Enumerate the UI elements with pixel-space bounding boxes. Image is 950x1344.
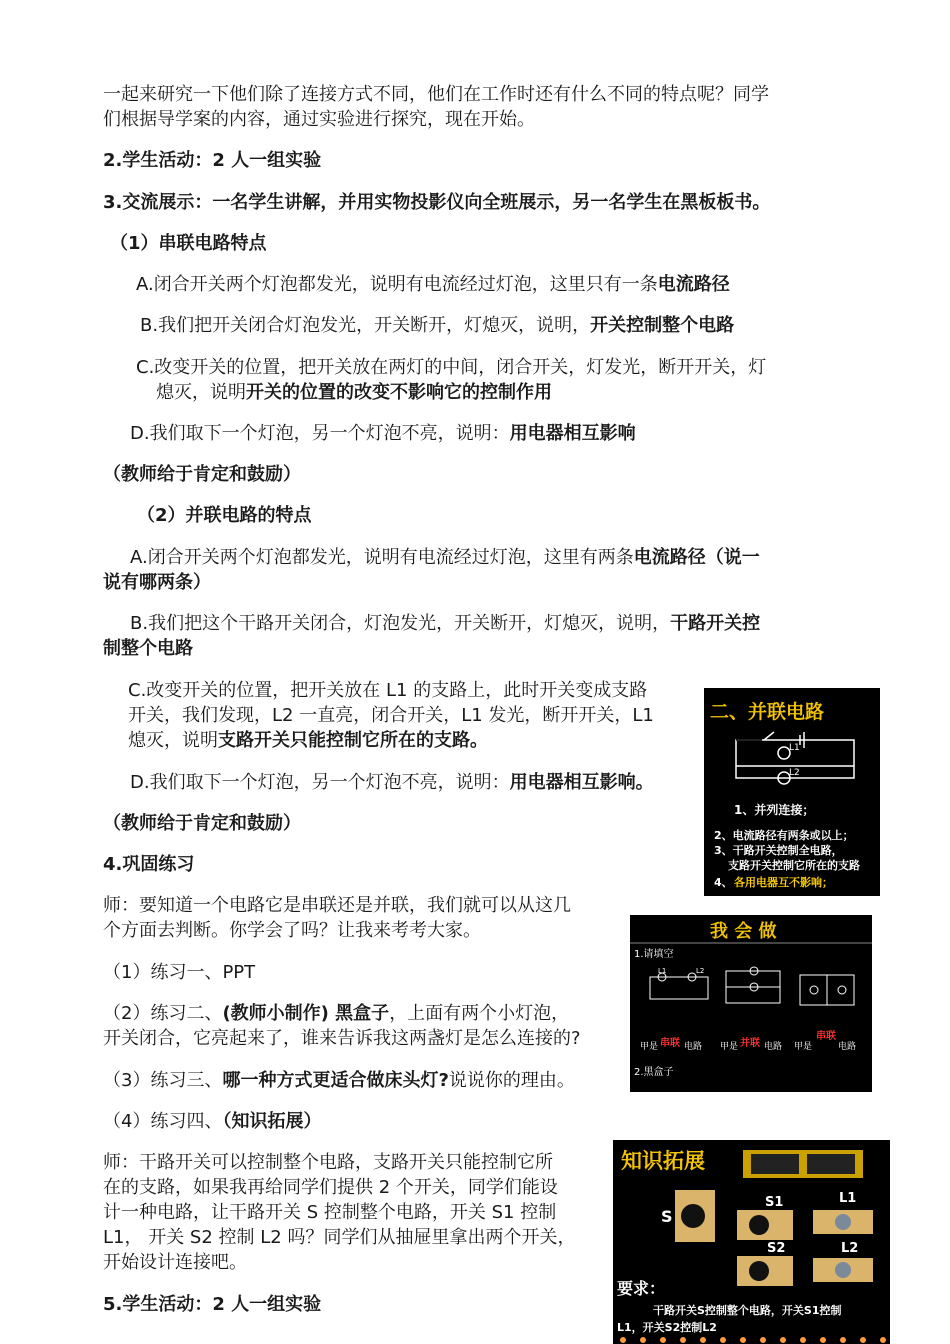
- slide-expand-s: S: [661, 1207, 673, 1226]
- parallel-heading: （2）并联电路的特点: [137, 505, 312, 526]
- practice-teacher-line-2: 个方面去判断。你学会了吗？让我来考考大家。: [103, 920, 481, 941]
- slide-quiz-ans-3: 串联: [816, 1031, 836, 1042]
- exercise-4: （4）练习四、（知识拓展）: [103, 1111, 322, 1132]
- slide-quiz-q1: 1.请填空: [634, 949, 674, 960]
- parallel-point-b-line-2: 制整个电路: [103, 638, 193, 659]
- expand-line-5: 开始设计连接吧。: [103, 1252, 247, 1273]
- slide-quiz-l1: L1: [658, 967, 667, 975]
- series-praise: （教师给于肯定和鼓励）: [103, 464, 301, 485]
- expand-line-1: 师：干路开关可以控制整个电路，支路开关只能控制它所: [103, 1152, 553, 1173]
- parallel-point-b-line-1: B.我们把这个干路开关闭合，灯泡发光，开关断开，灯熄灭，说明，干路开关控: [130, 613, 761, 634]
- series-heading: （1）串联电路特点: [110, 233, 267, 254]
- slide-quiz-ans-1-post: 电路: [684, 1042, 703, 1052]
- exercise-3: （3）练习三、哪一种方式更适合做床头灯?说说你的理由。: [103, 1070, 575, 1091]
- slide-quiz-ans-2: 并联: [740, 1038, 760, 1049]
- parallel-point-d: D.我们取下一个灯泡，另一个灯泡不亮，说明：用电器相互影响。: [130, 772, 654, 793]
- exercise-1: （1）练习一、PPT: [103, 962, 256, 983]
- intro-line-1: 一起来研究一下他们除了连接方式不同，他们在工作时还有什么不同的特点呢？同学: [103, 84, 769, 105]
- expand-line-4: L1， 开关 S2 控制 L2 吗？同学们从抽屉里拿出两个开关，: [103, 1227, 576, 1248]
- quiz-slide: [630, 915, 872, 1092]
- slide-parallel-l1: L1: [789, 743, 800, 753]
- parallel-point-c-line-3: 熄灭，说明支路开关只能控制它所在的支路。: [128, 730, 488, 751]
- switch-s-image: [675, 1190, 715, 1242]
- slide-quiz-ans-3-post: 电路: [838, 1042, 857, 1052]
- slide-expand-l2: L2: [841, 1241, 859, 1256]
- exercise-2-line-2: 开关闭合，它亮起来了，谁来告诉我这两盏灯是怎么连接的?: [103, 1028, 581, 1049]
- slide-parallel-point-3: 3、干路开关控制全电路，: [714, 844, 843, 857]
- expand-line-3: 计一种电路，让干路开关 S 控制整个电路，开关 S1 控制: [103, 1202, 557, 1223]
- flower-border: [620, 1337, 886, 1343]
- lamp-l2-image: [813, 1258, 873, 1282]
- series-point-a: A.闭合开关两个灯泡都发光，说明有电流经过灯泡，这里只有一条电流路径: [136, 274, 730, 295]
- exercise-2-line-1: （2）练习二、(教师小制作) 黑盒子，上面有两个小灯泡，: [103, 1003, 570, 1024]
- slide-parallel-title: 二、并联电路: [710, 701, 825, 723]
- slide-parallel-point-4: 各用电器互不影响；: [734, 876, 833, 889]
- practice-teacher-line-1: 师：要知道一个电路它是串联还是并联，我们就可以从这几: [103, 895, 571, 916]
- intro-line-2: 们根据导学案的内容，通过实验进行探究，现在开始。: [103, 109, 535, 130]
- step-3-heading: 3.交流展示：一名学生讲解，并用实物投影仪向全班展示，另一名学生在黑板板书。: [103, 192, 771, 213]
- slide-expand-title: 知识拓展: [621, 1149, 705, 1173]
- slide-quiz-ans-1: 串联: [660, 1038, 680, 1049]
- parallel-point-a-line-2: 说有哪两条）: [103, 572, 211, 593]
- slide-parallel-point-3b: 支路开关控制它所在的支路: [728, 859, 860, 872]
- parallel-point-c-line-2: 开关，我们发现，L2 一直亮，闭合开关，L1 发光，断开开关，L1: [128, 705, 654, 726]
- parallel-circuit-slide: [704, 688, 880, 896]
- slide-quiz-q2: 2.黑盒子: [634, 1067, 674, 1078]
- slide-quiz-l2: L2: [696, 967, 705, 975]
- parallel-point-c-line-1: C.改变开关的位置，把开关放在 L1 的支路上，此时开关变成支路: [128, 680, 648, 701]
- slide-parallel-point-1: 1、并列连接；: [734, 803, 815, 817]
- slide-expand-l1: L1: [839, 1191, 857, 1206]
- step-2-heading: 2.学生活动：2 人一组实验: [103, 150, 322, 171]
- series-point-d: D.我们取下一个灯泡，另一个灯泡不亮，说明：用电器相互影响: [130, 423, 636, 444]
- series-point-c-line-2: 熄灭，说明开关的位置的改变不影响它的控制作用: [156, 382, 552, 403]
- expand-line-2: 在的支路，如果我再给同学们提供 2 个开关，同学们能设: [103, 1177, 558, 1198]
- slide-expand-s1: S1: [765, 1195, 784, 1210]
- slide-parallel-point-2: 2、电流路径有两条或以上；: [714, 829, 854, 842]
- slide-quiz-ans-3-pre: 甲是: [794, 1042, 813, 1052]
- battery-image: [743, 1150, 863, 1178]
- slide-quiz-ans-1-pre: 甲是: [640, 1042, 659, 1052]
- slide-expand-req-line-2: L1，开关S2控制L2: [617, 1321, 717, 1334]
- slide-expand-s2: S2: [767, 1241, 786, 1256]
- step-4-heading: 4.巩固练习: [103, 854, 195, 875]
- series-point-b: B.我们把开关闭合灯泡发光，开关断开，灯熄灭，说明，开关控制整个电路: [140, 315, 735, 336]
- lamp-l1-image: [813, 1210, 873, 1234]
- switch-s1-image: [737, 1210, 793, 1240]
- slide-quiz-title: 我 会 做: [710, 921, 777, 942]
- series-point-c-line-1: C.改变开关的位置，把开关放在两灯的中间，闭合开关，灯发光，断开开关，灯: [136, 357, 767, 378]
- slide-expand-req-line-1: 干路开关S控制整个电路，开关S1控制: [653, 1304, 842, 1317]
- slide-quiz-ans-2-post: 电路: [764, 1042, 783, 1052]
- step-5-heading: 5.学生活动：2 人一组实验: [103, 1294, 322, 1315]
- slide-parallel-point-4-num: 4、: [714, 876, 733, 889]
- slide-expand-req: 要求：: [617, 1279, 666, 1298]
- parallel-praise: （教师给于肯定和鼓励）: [103, 813, 301, 834]
- slide-quiz-ans-2-pre: 甲是: [720, 1042, 739, 1052]
- switch-s2-image: [737, 1256, 793, 1286]
- parallel-point-a-line-1: A.闭合开关两个灯泡都发光，说明有电流经过灯泡，这里有两条电流路径（说一: [130, 547, 760, 568]
- slide-parallel-l2: L2: [789, 768, 800, 778]
- expand-slide: [613, 1140, 890, 1344]
- quiz-circuits: [650, 967, 854, 1005]
